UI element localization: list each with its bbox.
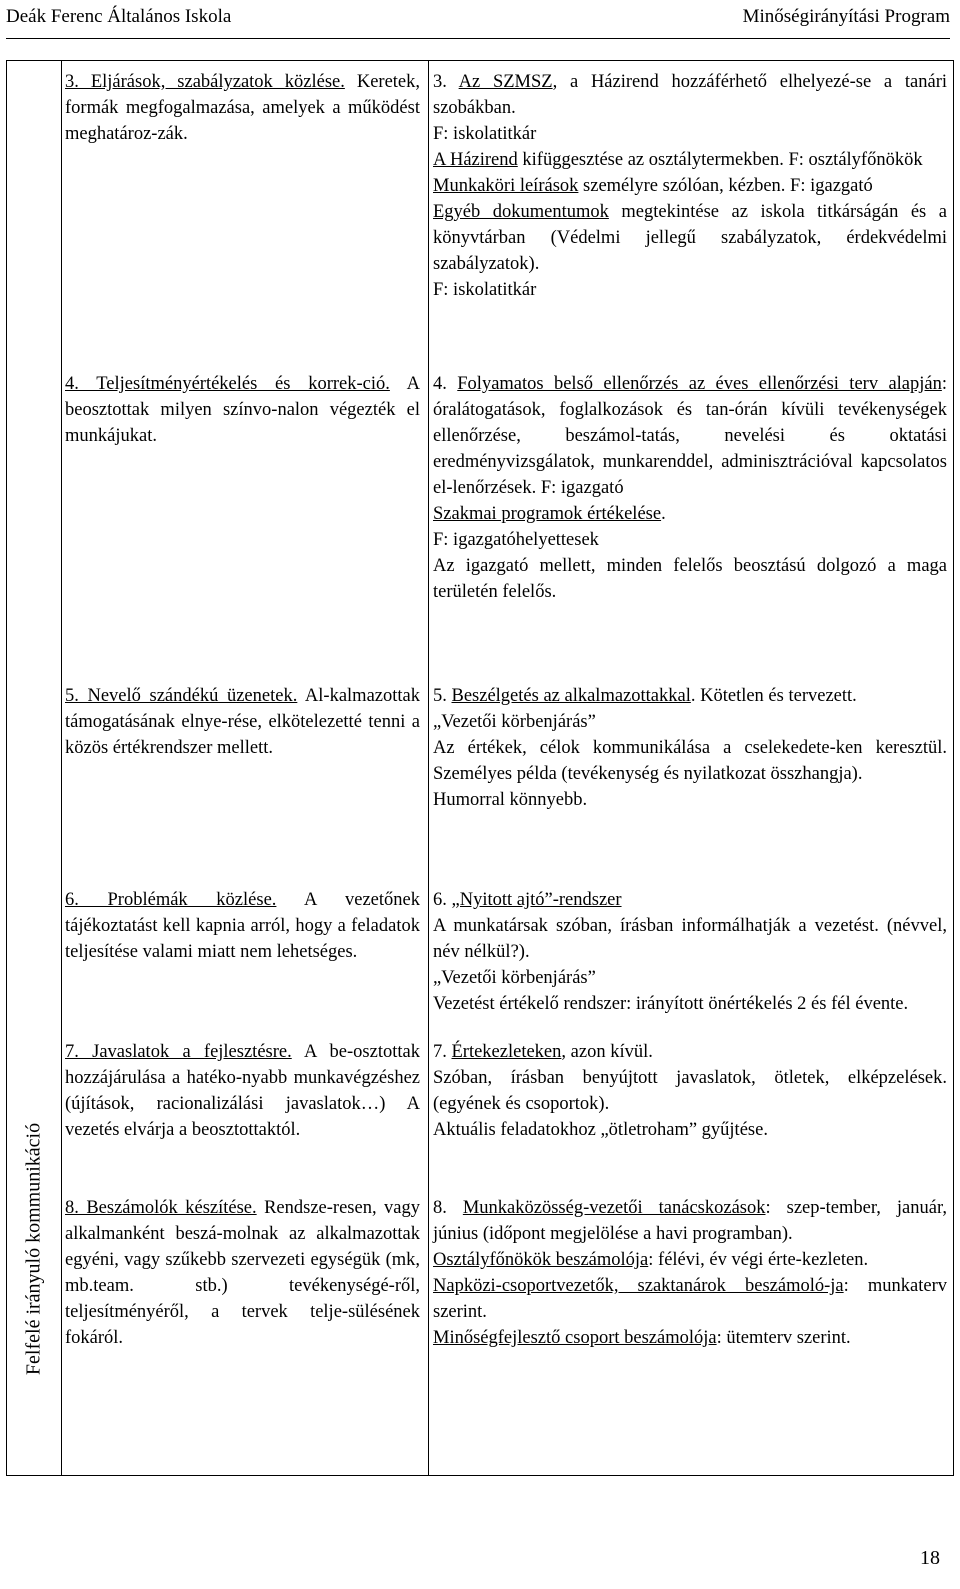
item-number: 5. [433,686,447,706]
item-text: Al-kalmazottak támogatásának elnye-rése, elkötelezetté tenni a közös értékrendszer mellett. [65,686,420,758]
item-text: Az igazgató mellett, minden felelős beosztású dolgozó a maga területén felelős. [433,556,947,602]
column-divider [428,61,429,1475]
underlined-text: Szakmai programok értékelése [433,504,662,524]
left-item-5 [65,683,420,761]
responsible: F: igazgatóhelyettesek [433,530,599,550]
header-rule [6,38,950,39]
item-number: 6. [433,890,447,910]
item-text: A vezetőnek tájékoztatást kell kapnia arról, hogy a feladatok teljesítése valami miatt nem lehetséges. [65,890,420,962]
item-text: : szep-tember, január, június (időpont megjelölése a havi programban). [433,1198,947,1244]
left-item-3 [65,69,420,147]
side-label-cell [7,61,61,1475]
underlined-text: Munkaköri leírások [433,176,579,196]
item-number: 7. [433,1042,447,1062]
item-text: , azon kívül. [561,1042,653,1062]
item-number: 8. [433,1198,447,1218]
underlined-text: Osztályfőnökök beszámolója [433,1250,649,1270]
item-text: : óralátogatások, foglalkozások és tan-órán kívüli tevékenységek ellenőrzése, beszámol-tatás, nevelési és oktatási eredményvizsgálatok, munkarenddel, adminisztrációval kapcsolatos el-lenőrzések. F: igazgató [433,374,948,498]
item-text: A beosztottak milyen színvo-nalon végezték el munkájukat. [65,374,420,446]
item-text: : félévi, év végi érte-kezleten. [648,1250,869,1270]
underlined-text: Folyamatos belső ellenőrzés az éves ellenőrzési terv alapján [457,374,942,394]
left-item-7 [65,1039,420,1143]
item-text: : munkaterv szerint. [433,1276,947,1322]
item-text: : ütemterv szerint. [716,1328,851,1348]
item-text: Vezetést értékelő rendszer: irányított önértékelés 2 és fél évente. [433,994,909,1014]
item-text: Keretek, formák megfogalmazása, amelyek a működést meghatároz-zák. [65,72,421,144]
program-name: Minőségirányítási Program [742,6,950,27]
right-item-3 [433,69,947,303]
item-text: A munkatársak szóban, írásban informálhatják a vezetést. (névvel, név nélkül?). [433,916,947,962]
right-item-8 [433,1195,947,1351]
item-title: 7. Javaslatok a fejlesztésre. [65,1042,292,1062]
underlined-text: A Házirend [433,150,518,170]
left-item-4 [65,371,420,449]
item-number: 4. [433,374,447,394]
item-text: A be-osztottak hozzájárulása a hatéko-nyabb munkavégzéshez (újítások, racionalizálási javaslatok…) A vezetés elvárja a beosztottaktól. [65,1042,420,1140]
page-number: 18 [920,1547,940,1569]
right-item-6 [433,887,947,1017]
school-name: Deák Ferenc Általános Iskola [6,6,232,27]
underlined-text: Egyéb dokumentumok [433,202,609,222]
underlined-text: Beszélgetés az alkalmazottakkal [451,686,691,706]
item-title: 8. Beszámolók készítése. [65,1198,257,1218]
right-item-5 [433,683,947,813]
right-item-7 [433,1039,947,1143]
left-item-8 [65,1195,420,1351]
underlined-text: „Nyitott ajtó”-rendszer [451,890,622,910]
item-title: 5. Nevelő szándékú üzenetek. [65,686,298,706]
column-divider [61,61,62,1475]
item-text: személyre szólóan, kézben. F: igazgató [578,176,873,196]
underlined-text: Napközi-csoportvezetők, szaktanárok beszámoló-ja [433,1276,844,1296]
underlined-text: Az SZMSZ [458,72,553,92]
item-text: kifüggesztése az osztálytermekben. F: osztályfőnökök [517,150,923,170]
item-text: megtekintése az iskola titkárságán és a könyvtárban (Védelmi jellegű szabályzatok, érdekvédelmi szabályzatok). [433,202,947,274]
item-text: Szóban, írásban benyújtott javaslatok, ötletek, elképzelések. (egyének és csoportok). [433,1068,947,1114]
item-title: 3. Eljárások, szabályzatok közlése. [65,72,345,92]
item-text: Humorral könnyebb. [433,790,588,810]
item-text: . Kötetlen és tervezett. [690,686,857,706]
underlined-text: Minőségfejlesztő csoport beszámolója [433,1328,717,1348]
right-item-4 [433,371,947,605]
side-label: Felfelé irányuló kommunikáció [22,1122,45,1376]
item-text: Aktuális feladatokhoz „ötletroham” gyűjtése. [433,1120,768,1140]
item-text: . [661,504,666,524]
item-title: 4. Teljesítményértékelés és korrek-ció. [65,374,390,394]
item-number: 3. [433,72,447,92]
item-text: , a Házirend hozzáférhető elhelyezé-se a tanári szobákban. [433,72,948,118]
item-text: „Vezetői körbenjárás” [433,712,596,732]
responsible: F: iskolatitkár [433,124,537,144]
responsible: F: iskolatitkár [433,280,537,300]
communication-table [6,60,954,1476]
item-text: Az értékek, célok kommunikálása a cselekedete-ken keresztül. Személyes példa (tevékenység és nyilatkozat összhangja). [433,738,947,784]
underlined-text: Munkaközösség-vezetői tanácskozások [462,1198,766,1218]
page-header [0,0,960,44]
left-item-6 [65,887,420,965]
item-text: „Vezetői körbenjárás” [433,968,596,988]
item-title: 6. Problémák közlése. [65,890,277,910]
item-text: Rendsze-resen, vagy alkalmanként beszá-molnak az alkalmazottak egyéni, vagy szűkebb szervezeti egységük (mk, mb.team. stb.) tevékenységé-ről, teljesítményéről, a tervek telje-sülésének fokáról. [65,1198,420,1348]
underlined-text: Értekezleteken [451,1042,562,1062]
